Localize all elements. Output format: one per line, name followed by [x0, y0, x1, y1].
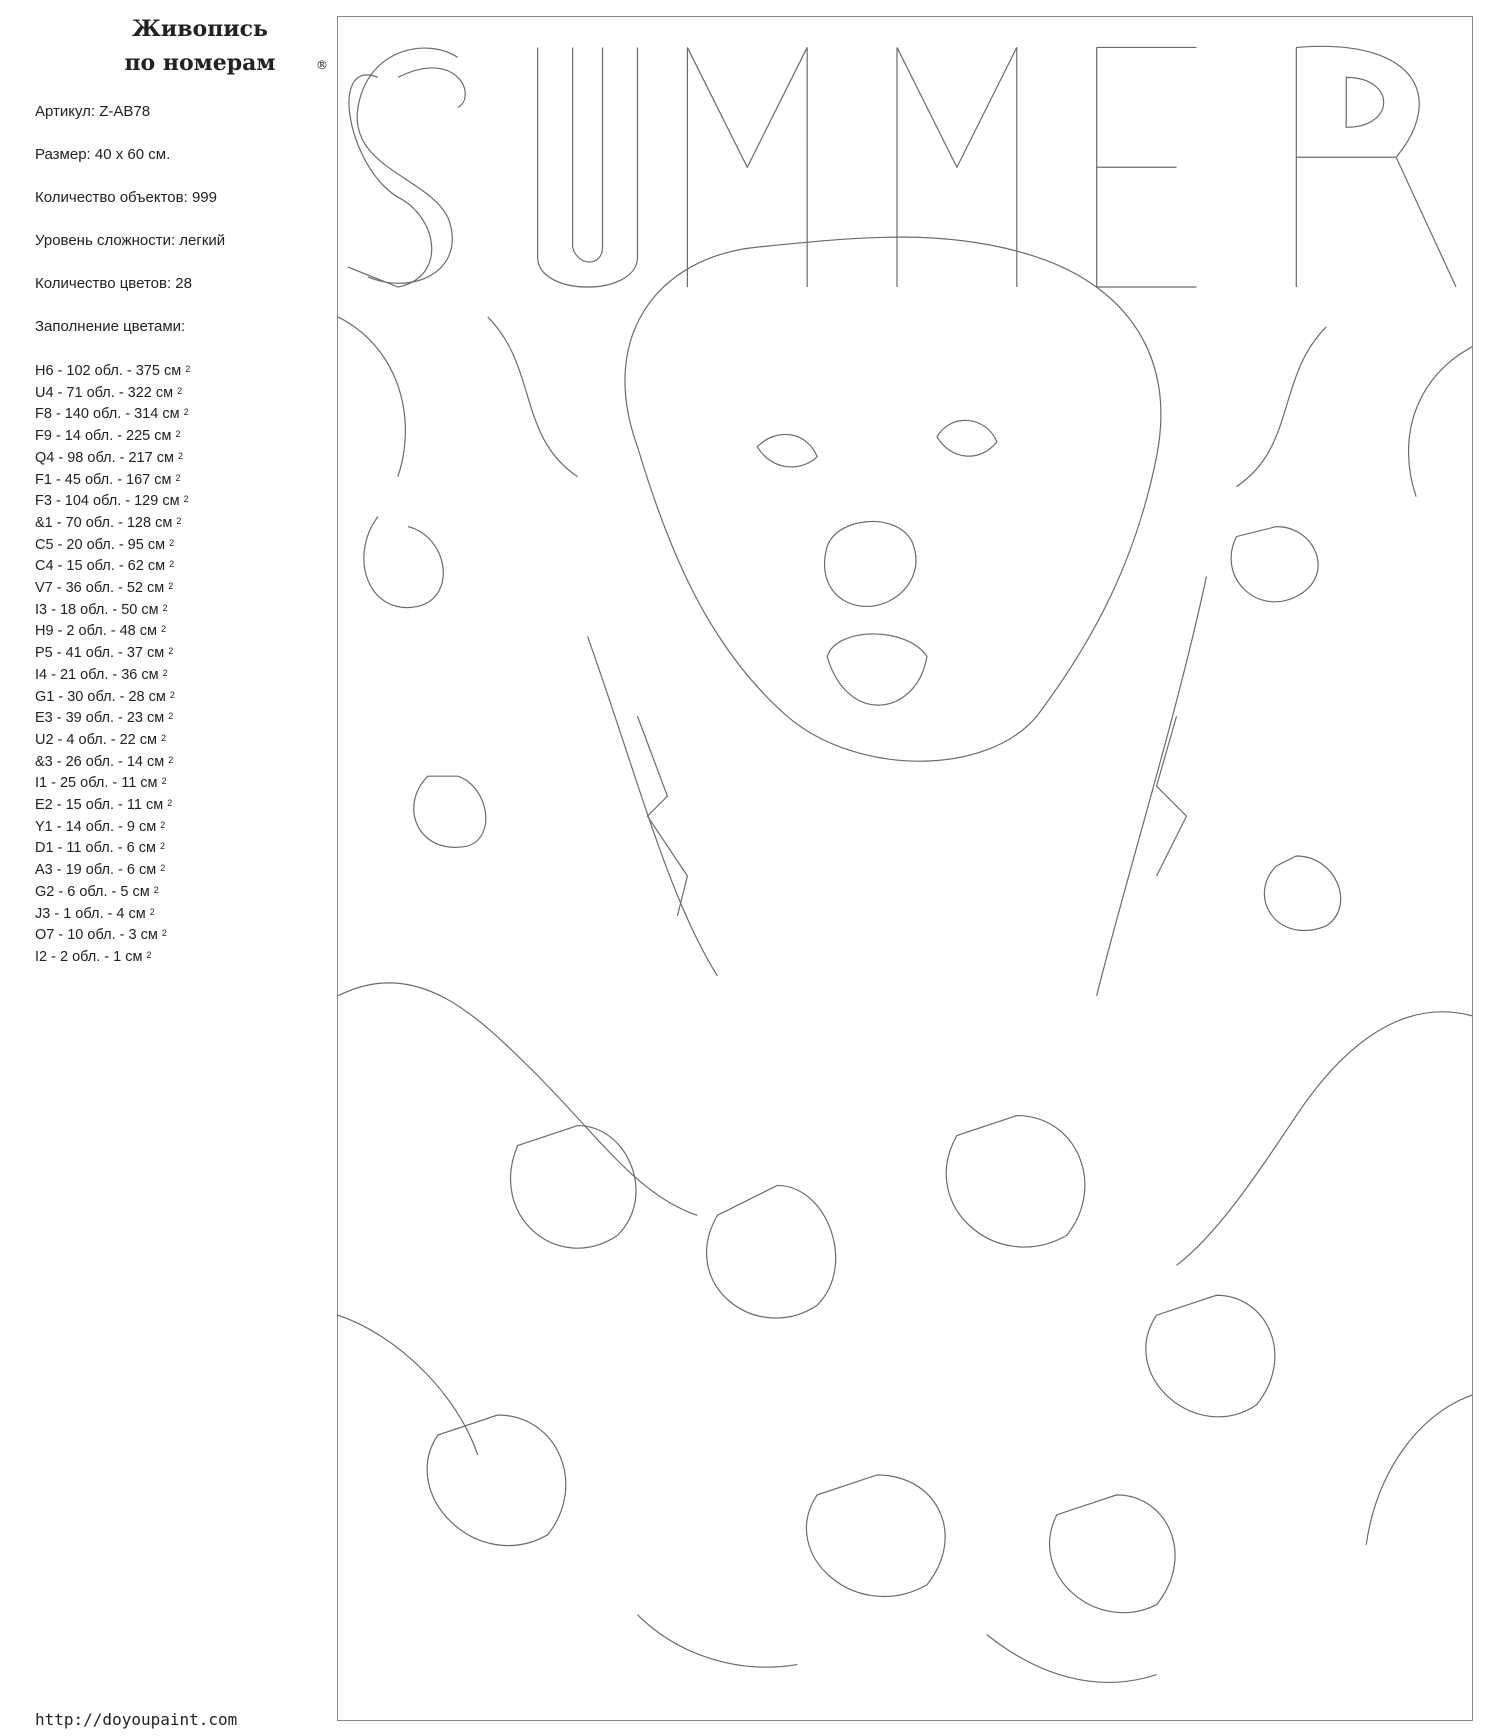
legend-item-unit-power: 2 — [168, 754, 174, 765]
legend-item-text: &3 - 26 обл. - 14 см — [35, 753, 165, 770]
legend-item — [35, 795, 190, 817]
legend-item-unit-power: 2 — [161, 928, 167, 939]
legend-item — [35, 817, 190, 839]
legend-item-unit-power: 2 — [160, 819, 166, 830]
legend-item-text: Y1 - 14 обл. - 9 см — [35, 818, 157, 835]
coloring-canvas — [337, 16, 1473, 1721]
legend-item-text: F1 - 45 обл. - 167 см — [35, 471, 172, 488]
legend-item-unit-power: 2 — [161, 776, 167, 787]
legend-item-text: G1 - 30 обл. - 28 см — [35, 688, 166, 705]
info-sidebar — [0, 0, 330, 1736]
legend-item-text: C4 - 15 обл. - 62 см — [35, 558, 166, 575]
legend-item-unit-power: 2 — [161, 732, 167, 743]
legend-item-text: &1 - 70 обл. - 128 см — [35, 514, 173, 531]
legend-item-unit-power: 2 — [167, 798, 173, 809]
legend-item-text: A3 - 19 обл. - 6 см — [35, 862, 157, 879]
legend-item-text: F9 - 14 обл. - 225 см — [35, 428, 172, 445]
legend-item-unit-power: 2 — [160, 863, 166, 874]
legend-item-text: O7 - 10 обл. - 3 см — [35, 927, 158, 944]
registered-mark: ® — [316, 58, 328, 72]
legend-item — [35, 383, 190, 405]
legend-item-text: F3 - 104 обл. - 129 см — [35, 493, 180, 510]
legend-item-unit-power: 2 — [183, 407, 189, 418]
legend-item — [35, 882, 190, 904]
legend-item-text: I2 - 2 обл. - 1 см — [35, 948, 143, 965]
legend-item-text: P5 - 41 обл. - 37 см — [35, 645, 165, 662]
legend-item-text: E3 - 39 обл. - 23 см — [35, 710, 165, 727]
legend-item-unit-power: 2 — [177, 385, 183, 396]
legend-item — [35, 860, 190, 882]
legend-item — [35, 643, 190, 665]
legend-item — [35, 491, 190, 513]
site-url[interactable]: http://doyoupaint.com — [35, 1710, 238, 1729]
legend-item — [35, 752, 190, 774]
legend-item — [35, 687, 190, 709]
fill-title: Заполнение цветами: — [35, 318, 186, 335]
legend-item — [35, 470, 190, 492]
title-lettering-outlines — [348, 46, 1456, 287]
brand-line-2: по номерам — [124, 50, 276, 76]
legend-item-unit-power: 2 — [168, 711, 174, 722]
canvas-size: Размер: 40 x 60 см. — [35, 146, 171, 163]
legend-item-text: U2 - 4 обл. - 22 см — [35, 731, 157, 748]
legend-item-text: J3 - 1 обл. - 4 см — [35, 905, 146, 922]
legend-item-unit-power: 2 — [168, 646, 174, 657]
legend-item-unit-power: 2 — [168, 581, 174, 592]
legend-item — [35, 708, 190, 730]
legend-item-unit-power: 2 — [169, 537, 175, 548]
legend-item-text: G2 - 6 обл. - 5 см — [35, 883, 150, 900]
difficulty-level: Уровень сложности: легкий — [35, 232, 226, 249]
legend-item — [35, 361, 190, 383]
legend-item-unit-power: 2 — [169, 559, 175, 570]
legend-item-unit-power: 2 — [161, 624, 167, 635]
legend-item-unit-power: 2 — [185, 364, 191, 374]
legend-item-unit-power: 2 — [162, 667, 168, 678]
legend-item — [35, 925, 190, 947]
legend-item-unit-power: 2 — [146, 949, 152, 960]
legend-item-text: C5 - 20 обл. - 95 см — [35, 536, 166, 553]
floral-decor-outlines — [338, 317, 1472, 1682]
legend-item-unit-power: 2 — [159, 841, 165, 852]
line-art — [338, 17, 1472, 1720]
legend-item — [35, 578, 190, 600]
legend-item-unit-power: 2 — [162, 602, 168, 613]
legend-item-unit-power: 2 — [149, 906, 155, 917]
brand-logo — [100, 12, 328, 80]
legend-item-unit-power: 2 — [153, 884, 159, 895]
legend-item — [35, 448, 190, 470]
legend-item — [35, 556, 190, 578]
legend-item-unit-power: 2 — [175, 472, 181, 483]
legend-item — [35, 665, 190, 687]
legend-item — [35, 904, 190, 926]
legend-item-text: V7 - 36 обл. - 52 см — [35, 580, 165, 597]
legend-item-text: I1 - 25 обл. - 11 см — [35, 775, 158, 792]
legend-item — [35, 426, 190, 448]
legend-item-unit-power: 2 — [183, 494, 189, 505]
brand-line-1: Живопись — [132, 16, 268, 42]
legend-item-text: I3 - 18 обл. - 50 см — [35, 601, 159, 618]
legend-item — [35, 773, 190, 795]
legend-item — [35, 730, 190, 752]
legend-item-text: H6 - 102 обл. - 375 см — [35, 363, 182, 379]
legend-item-unit-power: 2 — [176, 515, 182, 526]
legend-item — [35, 404, 190, 426]
legend-item — [35, 621, 190, 643]
color-count: Количество цветов: 28 — [35, 275, 192, 292]
legend-item-text: D1 - 11 обл. - 6 см — [35, 840, 156, 857]
object-count: Количество объектов: 999 — [35, 189, 217, 206]
legend-item — [35, 947, 190, 969]
article-number: Артикул: Z-AB78 — [35, 103, 151, 120]
bear-outline — [588, 237, 1207, 996]
legend-item-unit-power: 2 — [177, 450, 183, 461]
legend-item-text: H9 - 2 обл. - 48 см — [35, 623, 157, 640]
legend-item-text: U4 - 71 обл. - 322 см — [35, 384, 174, 401]
legend-item-text: F8 - 140 обл. - 314 см — [35, 406, 180, 423]
legend-item — [35, 535, 190, 557]
legend-item-text: I4 - 21 обл. - 36 см — [35, 666, 159, 683]
legend-item-text: Q4 - 98 обл. - 217 см — [35, 449, 174, 466]
legend-item-text: E2 - 15 обл. - 11 см — [35, 797, 164, 814]
legend-item — [35, 838, 190, 860]
legend-item-unit-power: 2 — [175, 429, 181, 440]
legend-item-unit-power: 2 — [169, 689, 175, 700]
legend-item — [35, 600, 190, 622]
legend-item — [35, 513, 190, 535]
color-legend-list — [35, 361, 190, 969]
